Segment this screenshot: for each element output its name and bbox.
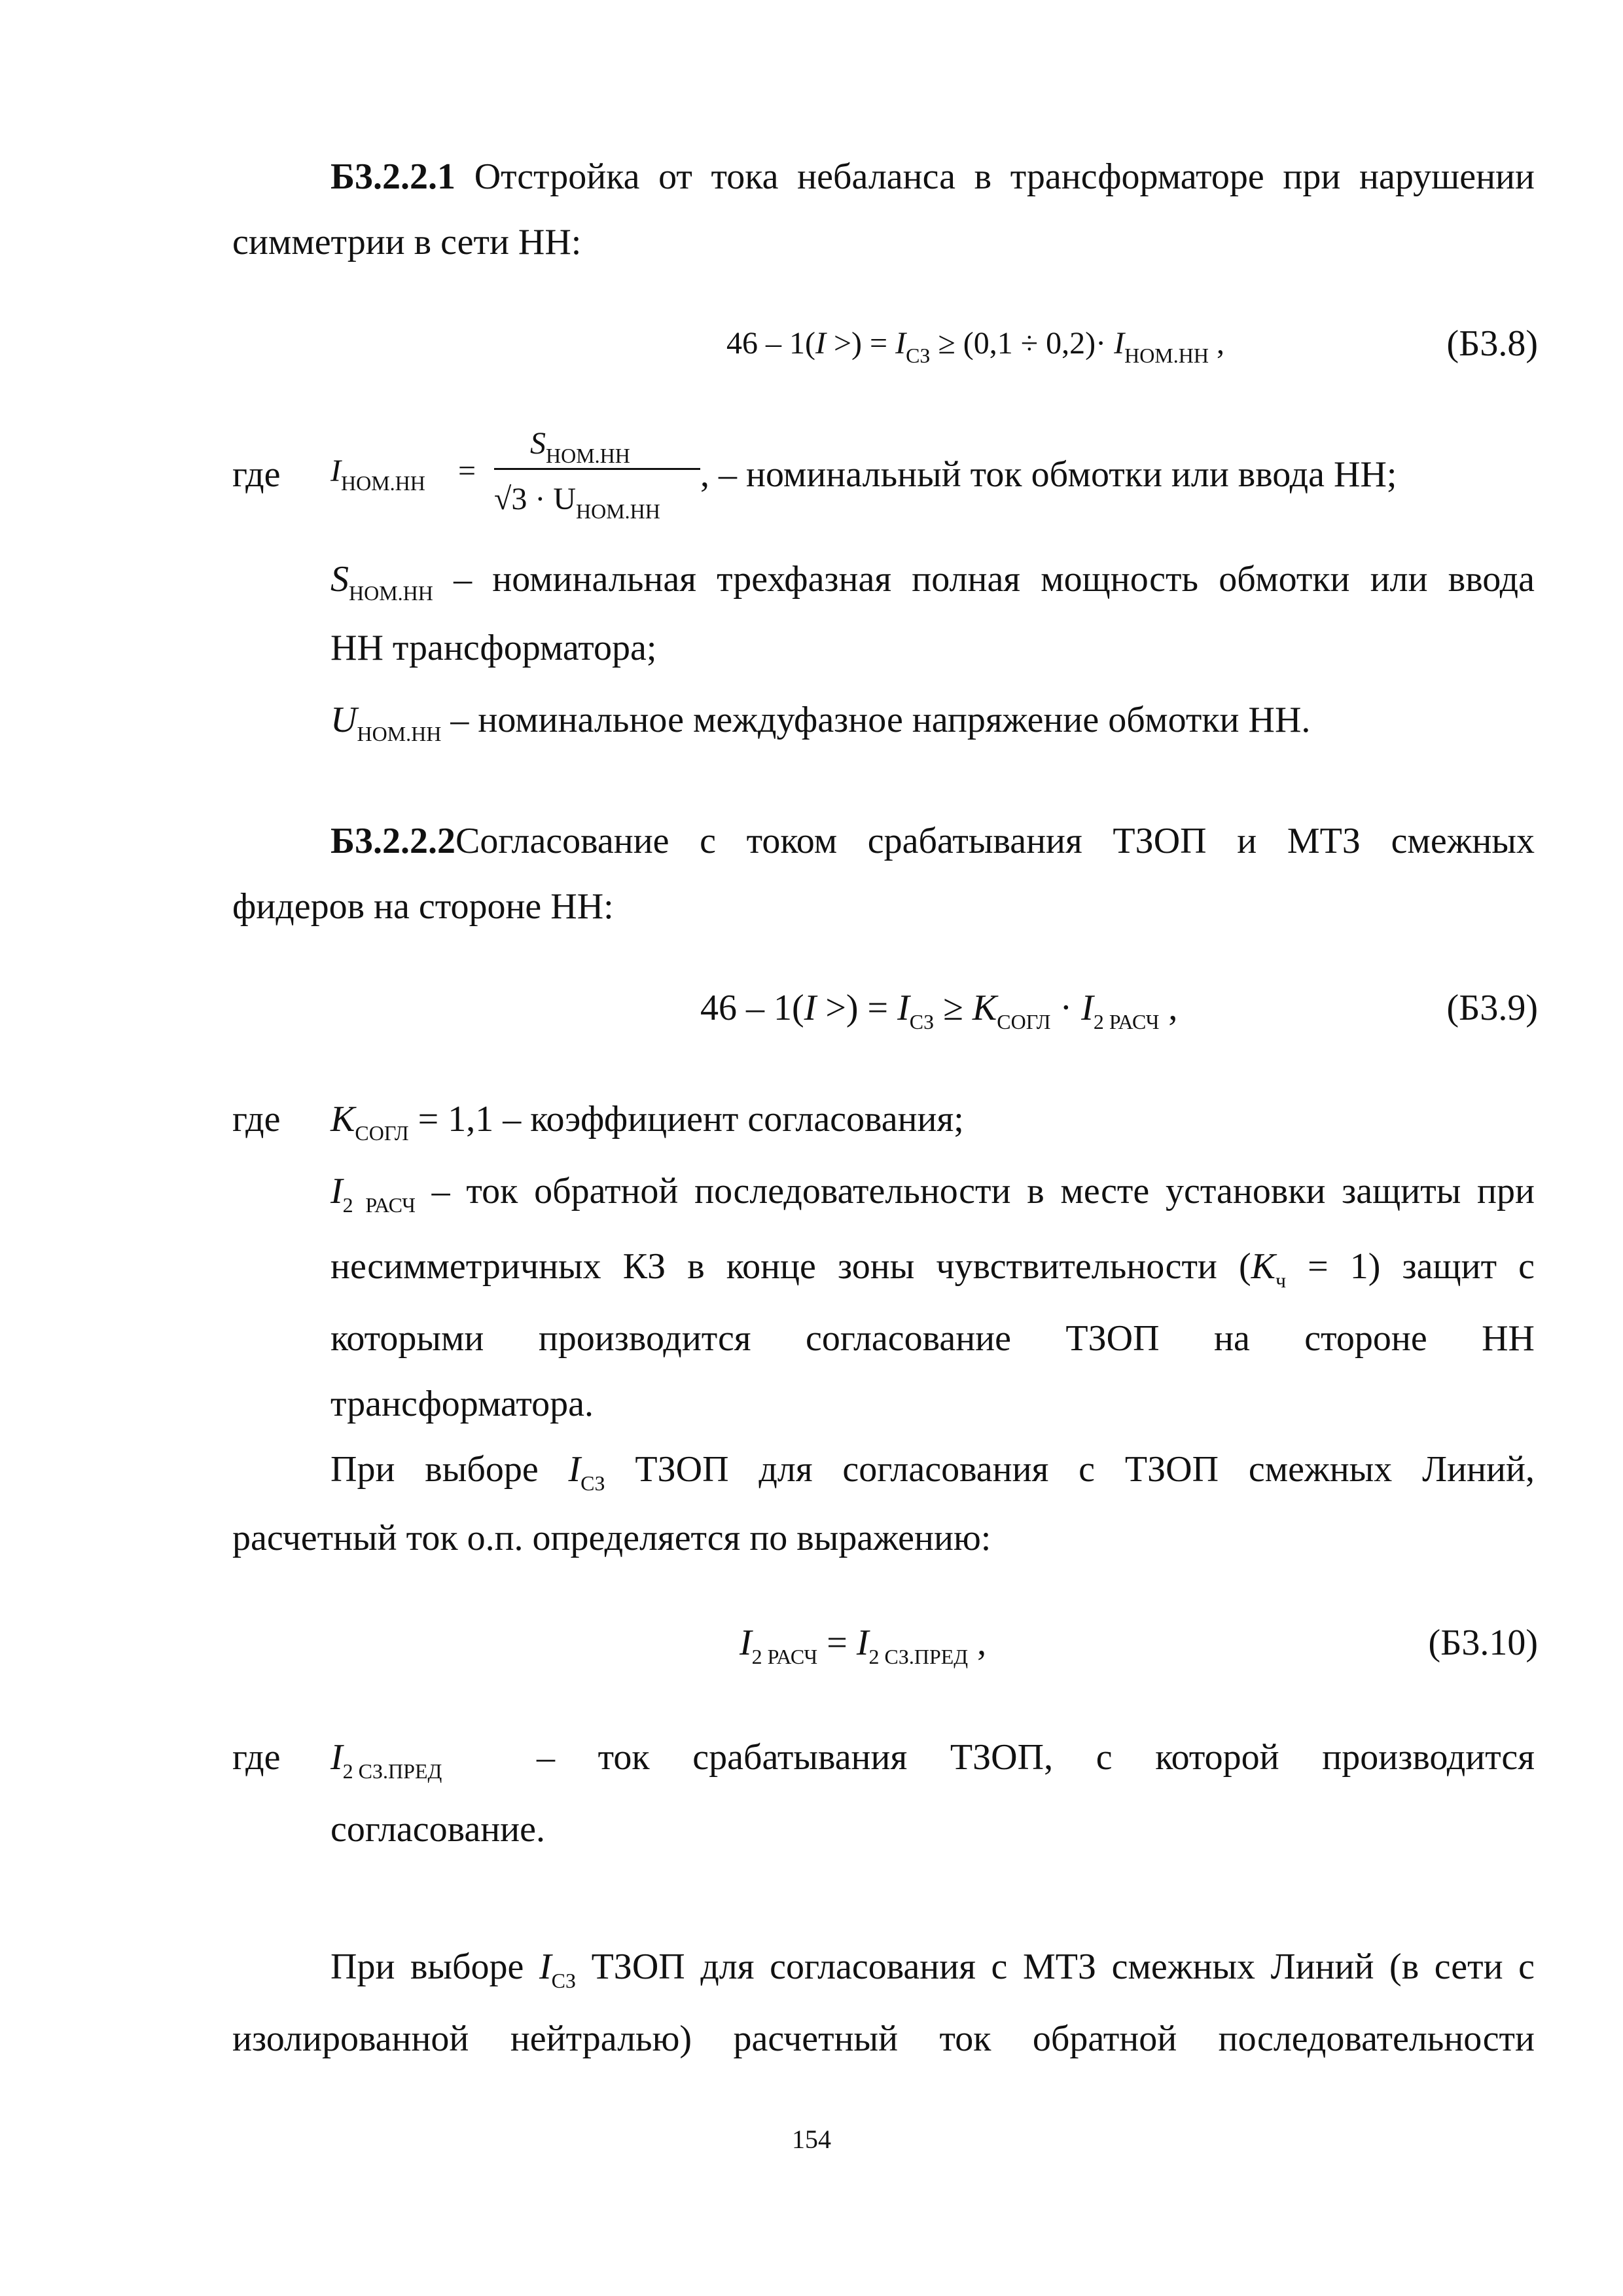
i2-rasch-definition-line3: которыми производится согласование ТЗОП на стороне НН [330,1318,1535,1359]
formula-b3-8: 46 – 1(I >) = $I_{СЗ} \ge (0,1 \div 0,2)\cdot I_{НОМ.НН}$ , [726,326,1224,367]
fraction-bar [494,468,700,470]
i2-sz-pred-definition-line2: согласование. [330,1809,545,1850]
formula-b3-9: 46 – 1(I >) = $I_{СЗ} \ge K_{СОГЛ} \cdot I_{2 РАСЧ}$ , [700,988,1178,1033]
u-nom-nn-definition: $U_{НОМ.НН}$ – номинальное междуфазное напряжение обмотки НН. [330,700,1311,745]
paragraph-b3-2-2-2-line1: Б3.2.2.2Согласование с током срабатывания ТЗОП и МТЗ смежных [330,821,1535,861]
formula-b3-10: $I_{2 РАСЧ} = I_{2 СЗ.ПРЕД}$ , [740,1623,987,1668]
paragraph-b3-2-2-2-line2: фидеров на стороне НН: [232,886,614,927]
page-number: 154 [792,2125,831,2154]
k-sogl-definition: $K_{СОГЛ} = 1,1$ – коэффициент согласования; [330,1099,964,1145]
equation-number-b3-9: (Б3.9) [1446,988,1538,1028]
paragraph-choice-mtz-line1: При выборе $I_{СЗ}$ ТЗОП для согласования с МТЗ смежных Линий (в сети с [330,1946,1535,1992]
i2-sz-pred-definition-line1: – ток срабатывания ТЗОП, с которой производится [537,1737,1535,1778]
s-nom-nn-definition-line1: $S_{НОМ.НН}$ – номинальная трехфазная полная мощность обмотки или ввода [330,559,1535,605]
i2-rasch-definition-line4: трансформатора. [330,1384,594,1424]
where-label: где [232,454,281,495]
paragraph-choice-tzop-line1: При выборе $I_{СЗ}$ ТЗОП для согласования с ТЗОП смежных Линий, [330,1449,1535,1495]
equation-number-b3-8: (Б3.8) [1446,323,1538,364]
section-number: Б3.2.2.2 [330,821,456,861]
paragraph-choice-tzop-line2: расчетный ток о.п. определяется по выражению: [232,1518,991,1558]
fraction-numerator: $S_{НОМ.НН}$ [530,426,630,467]
i-nom-nn-symbol: $I_{НОМ.НН}$ [330,454,425,495]
i2-sz-pred-symbol: $I_{2 СЗ.ПРЕД}$ [330,1737,442,1783]
equals-sign: = [458,454,476,488]
equation-number-b3-10: (Б3.10) [1428,1623,1538,1663]
section-number: Б3.2.2.1 [330,156,456,197]
s-nom-nn-definition-line2: НН трансформатора; [330,628,657,668]
paragraph-b3-2-2-1-line1: Б3.2.2.1 Отстройка от тока небаланса в трансформаторе при нарушении [330,156,1535,197]
paragraph-choice-mtz-line2: изолированной нейтралью) расчетный ток обратной последовательности [232,2018,1535,2059]
paragraph-b3-2-2-1-line2: симметрии в сети НН: [232,222,582,262]
where-label: где [232,1099,281,1139]
i-nom-nn-definition: , – номинальный ток обмотки или ввода НН; [700,454,1397,495]
fraction-denominator: $√3 \cdot U_{НОМ.НН}$ [494,482,660,523]
i2-rasch-definition-line2: несимметричных КЗ в конце зоны чувствительности $(K_ч = 1)$ защит с [330,1246,1535,1292]
where-label: где [232,1737,281,1778]
i2-rasch-definition-line1: $I_{2 РАСЧ}$ – ток обратной последовательности в месте установки защиты при [330,1171,1535,1217]
